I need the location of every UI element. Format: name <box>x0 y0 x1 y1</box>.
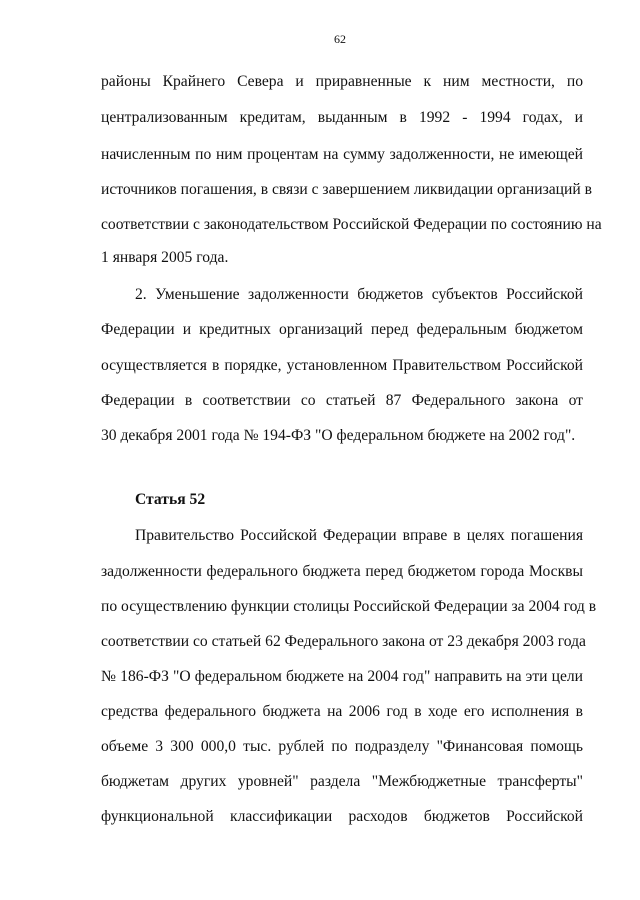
text-line: № 186-ФЗ "О федеральном бюджете на 2004 год" направить на эти цели <box>101 668 583 685</box>
text-line: 2. Уменьшение задолженности бюджетов субъектов Российской <box>135 286 583 303</box>
text-line: по осуществлению функции столицы Российской Федерации за 2004 год в <box>101 598 597 615</box>
text-line: задолженности федерального бюджета перед бюджетом города Москвы <box>101 563 583 580</box>
text-line: соответствии с законодательством Российской Федерации по состоянию на <box>101 216 602 233</box>
page-number: 62 <box>334 32 346 46</box>
text-line: средства федерального бюджета на 2006 год в ходе его исполнения в <box>101 703 583 720</box>
text-line: централизованным кредитам, выданным в 1992 - 1994 годах, и <box>101 109 583 126</box>
text-line: районы Крайнего Севера и приравненные к ним местности, по <box>101 73 583 90</box>
text-line: Федерации и кредитных организаций перед федеральным бюджетом <box>101 321 583 338</box>
text-line: Федерации в соответствии со статьей 87 Федерального закона от <box>101 392 583 409</box>
text-line: 1 января 2005 года. <box>101 249 229 266</box>
text-line: бюджетам других уровней" раздела "Межбюджетные трансферты" <box>101 773 583 790</box>
text-line: осуществляется в порядке, установленном Правительством Российской <box>101 357 583 374</box>
text-line: начисленным по ним процентам на сумму задолженности, не имеющей <box>101 146 583 163</box>
text-line: функциональной классификации расходов бюджетов Российской <box>101 808 583 825</box>
text-line: Правительство Российской Федерации вправе в целях погашения <box>135 527 583 544</box>
text-line: объеме 3 300 000,0 тыс. рублей по подразделу "Финансовая помощь <box>101 738 583 755</box>
text-line: 30 декабря 2001 года № 194-ФЗ "О федеральном бюджете на 2002 год". <box>101 427 576 444</box>
text-line: соответствии со статьей 62 Федерального закона от 23 декабря 2003 года <box>101 633 586 650</box>
article-heading: Статья 52 <box>135 491 206 508</box>
text-line: источников погашения, в связи с завершением ликвидации организаций в <box>101 181 592 198</box>
